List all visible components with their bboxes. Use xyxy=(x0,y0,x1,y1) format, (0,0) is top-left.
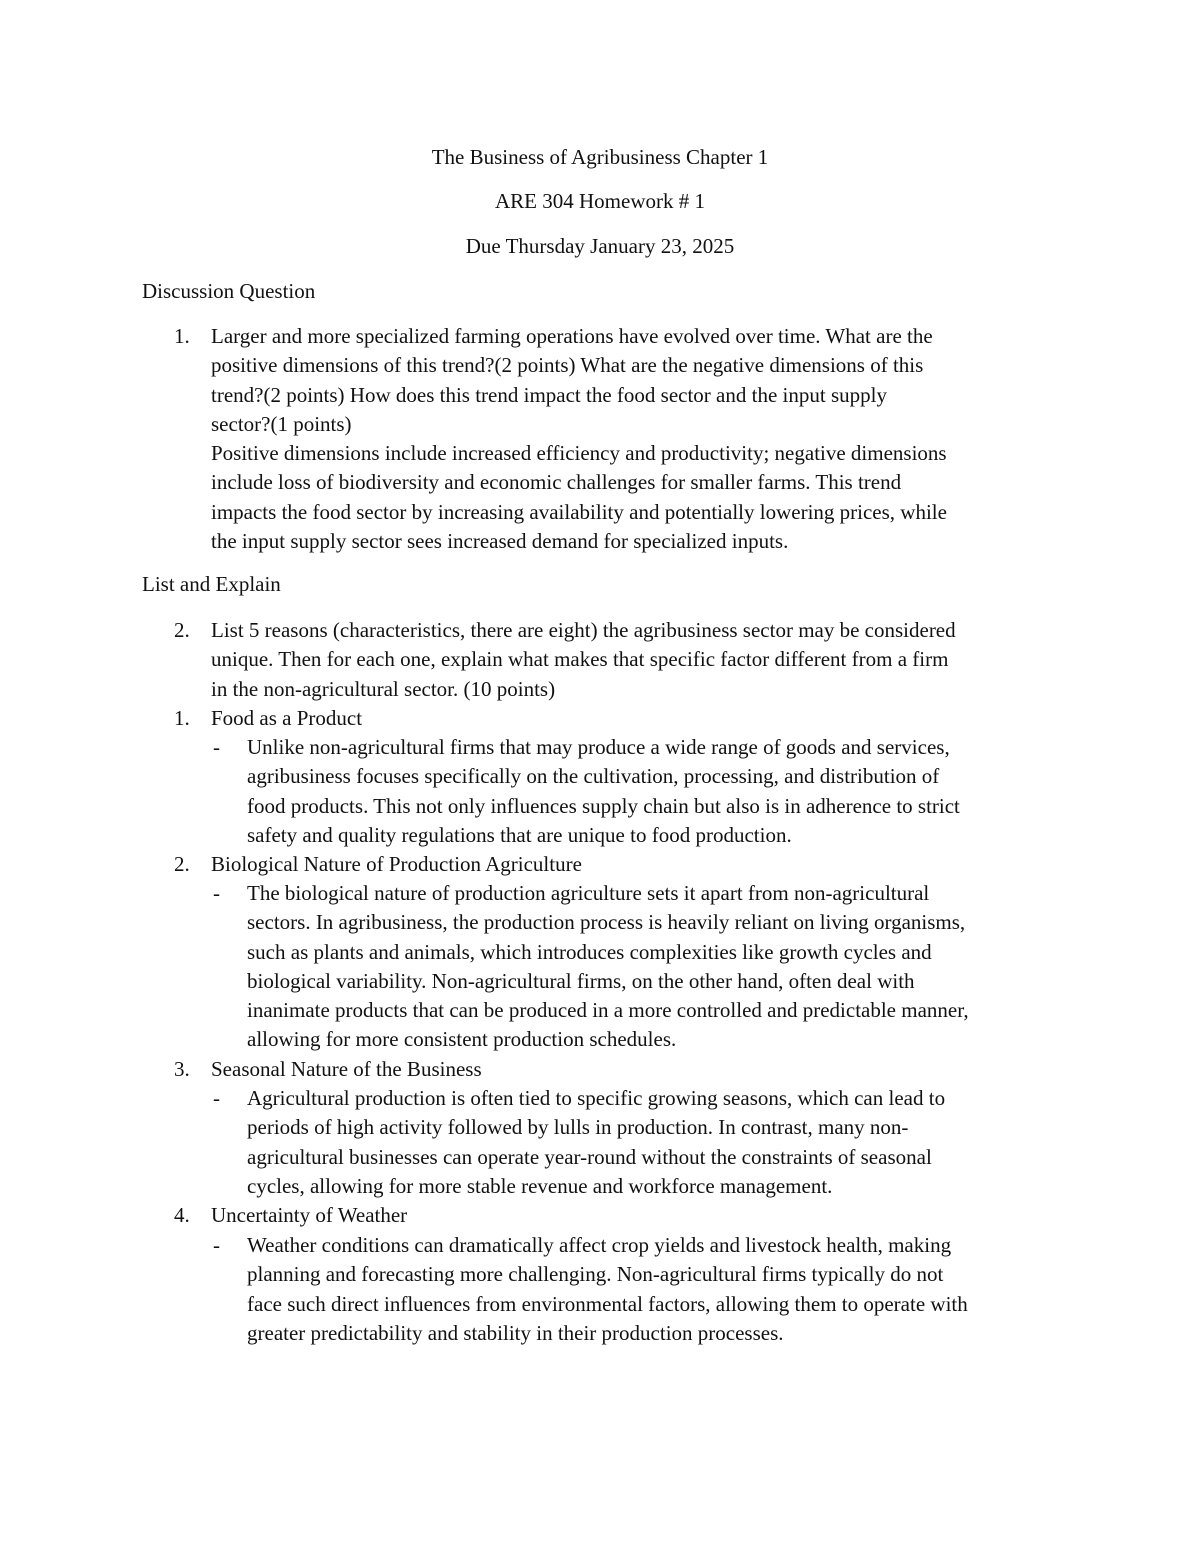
answer-1-line: include loss of biodiversity and economic challenges for smaller farms. This trend xyxy=(211,470,902,495)
item-3-line: periods of high activity followed by lulls in production. In contrast, many non- xyxy=(247,1115,909,1140)
item-3-dash: - xyxy=(213,1086,220,1110)
item-4-dash: - xyxy=(213,1233,220,1257)
item-2-dash: - xyxy=(213,881,220,905)
question-1-line: sector?(1 points) xyxy=(211,411,352,436)
item-2-line: biological variability. Non-agricultural firms, on the other hand, often deal with xyxy=(247,968,915,993)
answer-1-line: impacts the food sector by increasing availability and potentially lowering prices, while xyxy=(211,499,947,524)
course-line: ARE 304 Homework # 1 xyxy=(495,189,705,213)
question-1-number: 1. xyxy=(174,324,190,348)
question-2-line: unique. Then for each one, explain what makes that specific factor different from a firm xyxy=(211,647,949,672)
item-2-line: The biological nature of production agriculture sets it apart from non-agricultural xyxy=(247,881,930,905)
item-4-line: Weather conditions can dramatically affect crop yields and livestock health, making xyxy=(247,1233,952,1257)
question-1-line: positive dimensions of this trend?(2 points) What are the negative dimensions of this xyxy=(211,353,924,378)
question-1-line: trend?(2 points) How does this trend impact the food sector and the input supply xyxy=(211,382,887,407)
answer-1-line: Positive dimensions include increased efficiency and productivity; negative dimensions xyxy=(211,441,947,466)
item-4-explanation xyxy=(247,1231,1077,1348)
item-3-explanation xyxy=(247,1084,1077,1201)
item-1-line: safety and quality regulations that are unique to food production. xyxy=(247,822,792,847)
item-1-line: food products. This not only influences supply chain but also is in adherence to strict xyxy=(247,793,960,818)
question-1-text xyxy=(211,322,1071,556)
question-2-text xyxy=(211,616,1071,704)
item-3-title: Seasonal Nature of the Business xyxy=(211,1057,482,1081)
item-4-line: face such direct influences from environmental factors, allowing them to operate with xyxy=(247,1291,968,1316)
question-2-line: in the non-agricultural sector. (10 points) xyxy=(211,676,556,701)
item-2-explanation xyxy=(247,879,1077,1055)
item-3-line: agricultural businesses can operate year-round without the constraints of seasonal xyxy=(247,1144,932,1169)
answer-1-line: the input supply sector sees increased demand for specialized inputs. xyxy=(211,529,789,554)
list-and-explain-heading: List and Explain xyxy=(142,572,281,596)
question-2-line: List 5 reasons (characteristics, there are eight) the agribusiness sector may be considered xyxy=(211,618,956,642)
item-1-title: Food as a Product xyxy=(211,706,363,730)
item-2-title: Biological Nature of Production Agriculture xyxy=(211,852,582,876)
item-2-line: such as plants and animals, which introduces complexities like growth cycles and xyxy=(247,939,932,964)
item-1-line: agribusiness focuses specifically on the cultivation, processing, and distribution of xyxy=(247,764,940,789)
question-2-number: 2. xyxy=(174,618,190,642)
item-4-title: Uncertainty of Weather xyxy=(211,1203,408,1227)
item-4-number: 4. xyxy=(174,1203,190,1227)
item-3-number: 3. xyxy=(174,1057,190,1081)
item-2-line: sectors. In agribusiness, the production process is heavily reliant on living organisms, xyxy=(247,910,966,935)
question-1-line: Larger and more specialized farming operations have evolved over time. What are the xyxy=(211,324,933,348)
item-2-number: 2. xyxy=(174,852,190,876)
item-1-dash: - xyxy=(213,735,220,759)
item-1-explanation xyxy=(247,733,1077,850)
item-1-number: 1. xyxy=(174,706,190,730)
item-3-line: cycles, allowing for more stable revenue and workforce management. xyxy=(247,1173,833,1198)
document-title: The Business of Agribusiness Chapter 1 xyxy=(431,145,769,169)
discussion-question-heading: Discussion Question xyxy=(142,279,316,303)
item-2-line: allowing for more consistent production schedules. xyxy=(247,1027,677,1052)
item-3-line: Agricultural production is often tied to specific growing seasons, which can lead to xyxy=(247,1086,946,1110)
due-date-line: Due Thursday January 23, 2025 xyxy=(465,234,735,258)
item-1-line: Unlike non-agricultural firms that may produce a wide range of goods and services, xyxy=(247,735,950,759)
item-2-line: inanimate products that can be produced in a more controlled and predictable manner, xyxy=(247,998,969,1023)
item-4-line: planning and forecasting more challenging. Non-agricultural firms typically do not xyxy=(247,1262,944,1287)
item-4-line: greater predictability and stability in their production processes. xyxy=(247,1320,784,1345)
